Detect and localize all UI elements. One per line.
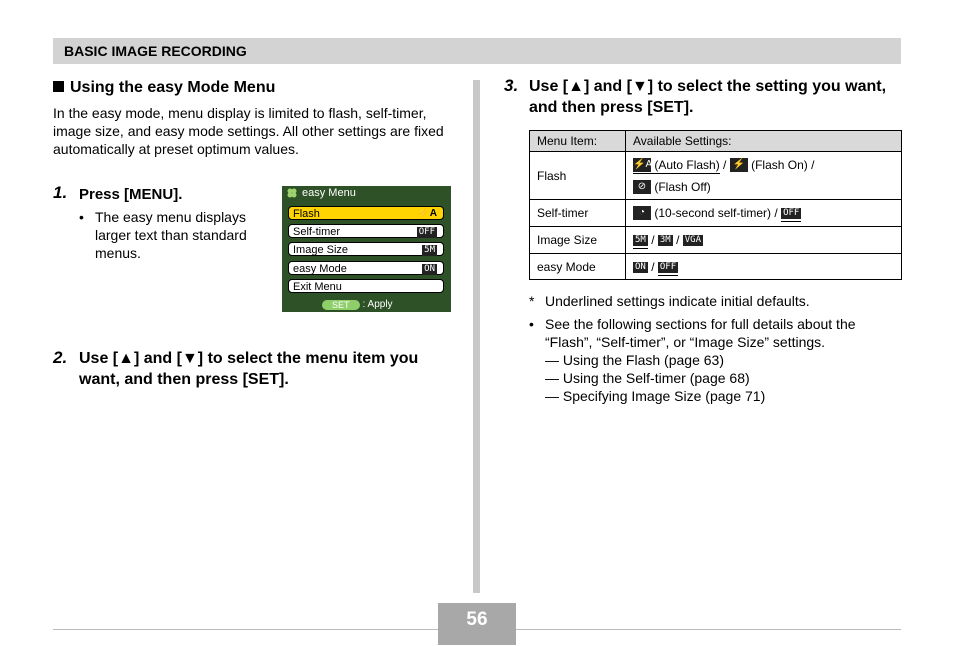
- lcd-title: easy Menu: [286, 187, 356, 199]
- page-number-box: [438, 603, 516, 645]
- step-1-text: Press [MENU].: [79, 186, 183, 203]
- column-divider: [473, 80, 480, 593]
- flash-on-icon: ⚡: [730, 158, 748, 172]
- lcd-footer: SET : Apply: [322, 299, 393, 310]
- off-icon: OFF: [783, 207, 800, 218]
- section-title: Using the easy Mode Menu: [53, 79, 275, 97]
- table-header: Available Settings:: [626, 131, 902, 152]
- ref-item: — Specifying Image Size (page 71): [545, 388, 766, 404]
- lcd-item-self-timer: Self-timer OFF: [288, 224, 444, 238]
- table-cell-item: Flash: [530, 152, 626, 200]
- sections-note: • See the following sections for full details about the “Flash”, “Self-timer”, or “Image Size” settings. — Using the Flash (page 63) — Using the Self-timer (page 68) — Specifying Image Size (page 71): [529, 315, 901, 405]
- bullet-dot-icon: •: [529, 316, 534, 332]
- self-timer-icon: ◔: [633, 206, 651, 220]
- auto-flash-icon: ⚡A: [417, 208, 437, 219]
- table-row: [530, 227, 902, 254]
- table-cell-settings: 5M / 3M / VGA: [626, 227, 902, 254]
- 3m-icon: 3M: [659, 235, 671, 246]
- settings-table: [529, 130, 902, 280]
- table-cell-item: Self-timer: [530, 200, 626, 227]
- table-cell-settings: ON / OFF: [626, 254, 902, 280]
- step-3-text: Use [▲] and [▼] to select the setting you want, and then press [SET].: [529, 78, 887, 116]
- table-cell-settings: ◔ (10-second self-timer) / OFF: [626, 200, 902, 227]
- header-bar: [53, 38, 901, 64]
- table-row: [530, 200, 902, 227]
- square-bullet-icon: [53, 81, 64, 92]
- step-2-number: 2.: [53, 348, 68, 367]
- underline-note: * Underlined settings indicate initial defaults.: [529, 293, 810, 309]
- intro-paragraph: In the easy mode, menu display is limited to flash, self-timer, image size, and easy mode settings. All other settings are fixed automatically at preset optimum values.: [53, 105, 444, 157]
- table-cell-item: easy Mode: [530, 254, 626, 280]
- table-cell-item: Image Size: [530, 227, 626, 254]
- notes: [529, 292, 901, 405]
- step-3-number: 3.: [504, 76, 519, 95]
- table-header-row: [530, 131, 902, 152]
- table-row: [530, 152, 902, 200]
- table-header: Menu Item:: [530, 131, 626, 152]
- table-row: [530, 254, 902, 280]
- 5m-icon: 5M: [635, 235, 646, 246]
- page-number: 56: [466, 609, 488, 630]
- lcd-item-exit-menu: Exit Menu: [288, 279, 444, 293]
- on-icon: ON: [635, 261, 646, 272]
- on-icon: ON: [424, 264, 435, 274]
- lcd-item-easy-mode: easy Mode ON: [288, 261, 444, 275]
- header-title: BASIC IMAGE RECORDING: [64, 43, 247, 59]
- step-2-text: Use [▲] and [▼] to select the menu item you want, and then press [SET].: [79, 350, 419, 388]
- flash-off-icon: ⊘: [633, 180, 651, 194]
- set-pill: SET: [322, 300, 360, 310]
- 5m-icon: 5M: [424, 245, 435, 255]
- off-icon: OFF: [418, 227, 435, 237]
- easy-menu-screen: [282, 186, 451, 312]
- off-icon: OFF: [659, 261, 677, 272]
- lcd-item-flash: Flash ⚡A: [288, 206, 444, 220]
- auto-flash-icon: ⚡A: [633, 159, 653, 171]
- ref-item: — Using the Flash (page 63): [545, 352, 724, 368]
- vga-icon: VGA: [684, 235, 702, 246]
- clover-icon: [286, 188, 298, 199]
- step-1-number: 1.: [53, 183, 68, 202]
- ref-item: — Using the Self-timer (page 68): [545, 370, 750, 386]
- lcd-item-image-size: Image Size 5M: [288, 242, 444, 256]
- bullet-dot-icon: •: [79, 209, 84, 225]
- table-cell-settings: ⚡A (Auto Flash) / ⚡ (Flash On) / ⊘ (Flash Off): [626, 152, 902, 200]
